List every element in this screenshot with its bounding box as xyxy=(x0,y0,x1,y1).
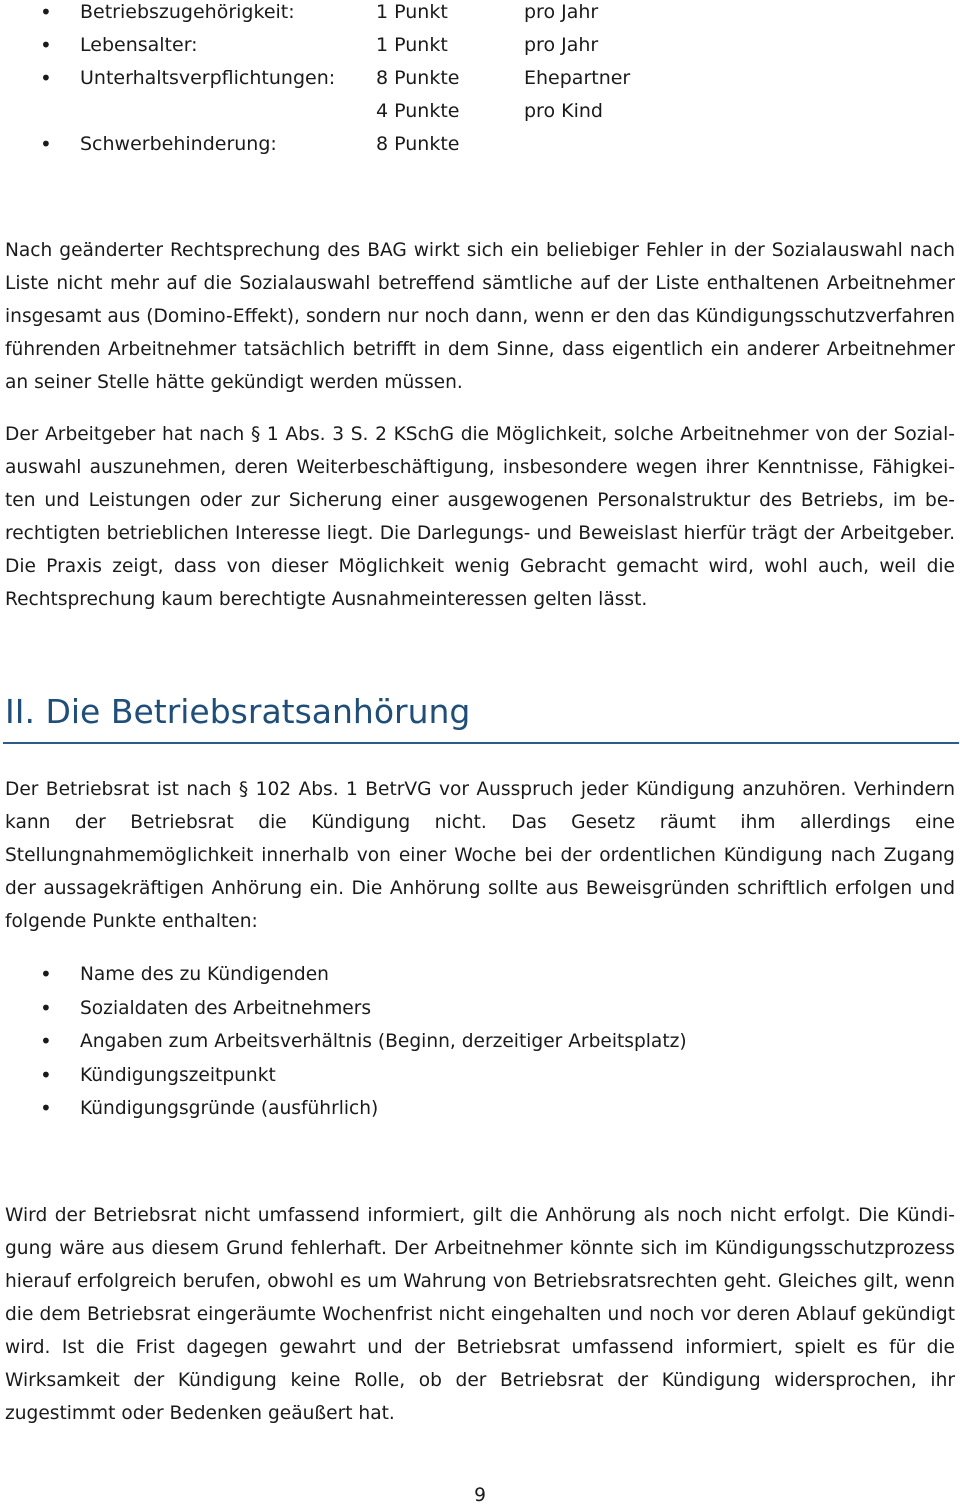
list-item-text: Name des zu Kündigenden xyxy=(80,964,329,985)
list-item-text: Angaben zum Arbeitsverhältnis (Beginn, derzeitiger Arbeitsplatz) xyxy=(80,1031,687,1053)
paragraph-domino-effect: Nach geänderter Rechtsprechung des BAG wirkt sich ein beliebiger Fehler in der Sozialauswahl nach Liste nicht mehr auf die Sozialauswahl betreffend sämtliche auf der Liste enthaltenen Arbeitnehmer insgesamt aus (Domino-Effekt), sondern nur noch dann, wenn er den das Kündigungsschutzverfahren führenden Arbeitnehmer tatsächlich betrifft in dem Sinne, dass eigentlich ein anderer Arbeitnehmer an seiner Stelle hätte gekündigt werden müssen. xyxy=(5,240,955,393)
points-value: 4 Punkte xyxy=(376,100,460,122)
points-value: 1 Punkt xyxy=(376,1,448,23)
heading-divider xyxy=(3,742,959,744)
bullet-icon: • xyxy=(40,1029,52,1054)
points-unit: Ehepartner xyxy=(524,67,631,89)
points-value: 8 Punkte xyxy=(376,67,460,89)
points-label: Lebensalter: xyxy=(80,34,198,56)
points-row xyxy=(0,0,700,33)
bullet-icon: • xyxy=(40,1096,52,1121)
bullet-icon: • xyxy=(40,0,52,24)
points-row xyxy=(0,66,700,99)
bullet-icon: • xyxy=(40,33,52,57)
list-item-text: Sozialdaten des Arbeitnehmers xyxy=(80,997,372,1019)
list-item-text: Kündigungszeitpunkt xyxy=(80,1064,276,1086)
page-number: 9 xyxy=(474,1485,486,1506)
list-item xyxy=(0,958,900,992)
bullet-icon: • xyxy=(40,66,52,90)
points-value: 8 Punkte xyxy=(376,133,460,155)
points-label: Schwerbehinderung: xyxy=(80,133,277,155)
points-row xyxy=(0,99,700,132)
bullet-icon: • xyxy=(40,995,52,1020)
bullet-icon: • xyxy=(40,1062,52,1087)
paragraph-exceptions: Der Arbeitgeber hat nach § 1 Abs. 3 S. 2 KSchG die Möglichkeit, solche Arbeitnehmer von der Sozialauswahl auszunehmen, deren Weiterbeschäftigung, insbesondere wegen ihrer Kenntnisse, Fähigkeiten und Leistungen oder zur Sicherung einer ausgewogenen Personalstruktur des Betriebs, im berechtigten betrieblichen Interesse liegt. Die Darlegungs- und Beweislast hierfür trägt der Arbeitgeber. Die Praxis zeigt, dass von dieser Möglichkeit wenig Gebracht gemacht wird, wohl auch, weil die Rechtsprechung kaum berechtigte Ausnahmeinteressen gelten lässt. xyxy=(5,424,955,610)
points-label: Betriebszugehörigkeit: xyxy=(80,1,295,23)
list-item-text: Kündigungsgründe (ausführlich) xyxy=(80,1098,379,1120)
points-unit: pro Kind xyxy=(524,100,603,122)
list-item xyxy=(0,1059,900,1093)
points-label: Unterhaltsverpflichtungen: xyxy=(80,67,336,89)
list-item xyxy=(0,1025,900,1059)
bullet-icon: • xyxy=(40,962,52,986)
points-unit: pro Jahr xyxy=(524,1,599,23)
points-table xyxy=(0,0,700,165)
points-row xyxy=(0,33,700,66)
required-points-list xyxy=(0,958,900,1126)
points-row xyxy=(0,132,700,165)
points-unit: pro Jahr xyxy=(524,34,599,56)
paragraph-works-council: Der Betriebsrat ist nach § 102 Abs. 1 BetrVG vor Ausspruch jeder Kündigung anzuhören. Verhindern kann der Betriebsrat die Kündigung nicht. Das Gesetz räumt ihm allerdings eine Stellungnahmemöglichkeit innerhalb von einer Woche bei der ordentlichen Kündigung nach Zugang der aussagekräftigen Anhörung ein. Die Anhörung sollte aus Beweisgründen schriftlich erfolgen und folgende Punkte enthalten: xyxy=(5,779,955,932)
paragraph-consequences: Wird der Betriebsrat nicht umfassend informiert, gilt die Anhörung als noch nicht erfolgt. Die Kündigung wäre aus diesem Grund fehlerhaft. Der Arbeitnehmer könnte sich im Kündigungsschutzprozess hierauf erfolgreich berufen, obwohl es um Wahrung von Betriebsratsrechten geht. Gleiches gilt, wenn die dem Betriebsrat eingeräumte Wochenfrist nicht eingehalten und noch vor deren Ablauf gekündigt wird. Ist die Frist dagegen gewahrt und der Betriebsrat umfassend informiert, spielt es für die Wirksamkeit der Kündigung keine Rolle, ob der Betriebsrat der Kündigung widersprochen, ihr zugestimmt oder Bedenken geäußert hat. xyxy=(5,1205,955,1424)
points-value: 1 Punkt xyxy=(376,34,448,56)
section-heading: II. Die Betriebsratsanhörung xyxy=(5,692,471,731)
list-item xyxy=(0,992,900,1026)
bullet-icon: • xyxy=(40,132,52,156)
list-item xyxy=(0,1092,900,1126)
